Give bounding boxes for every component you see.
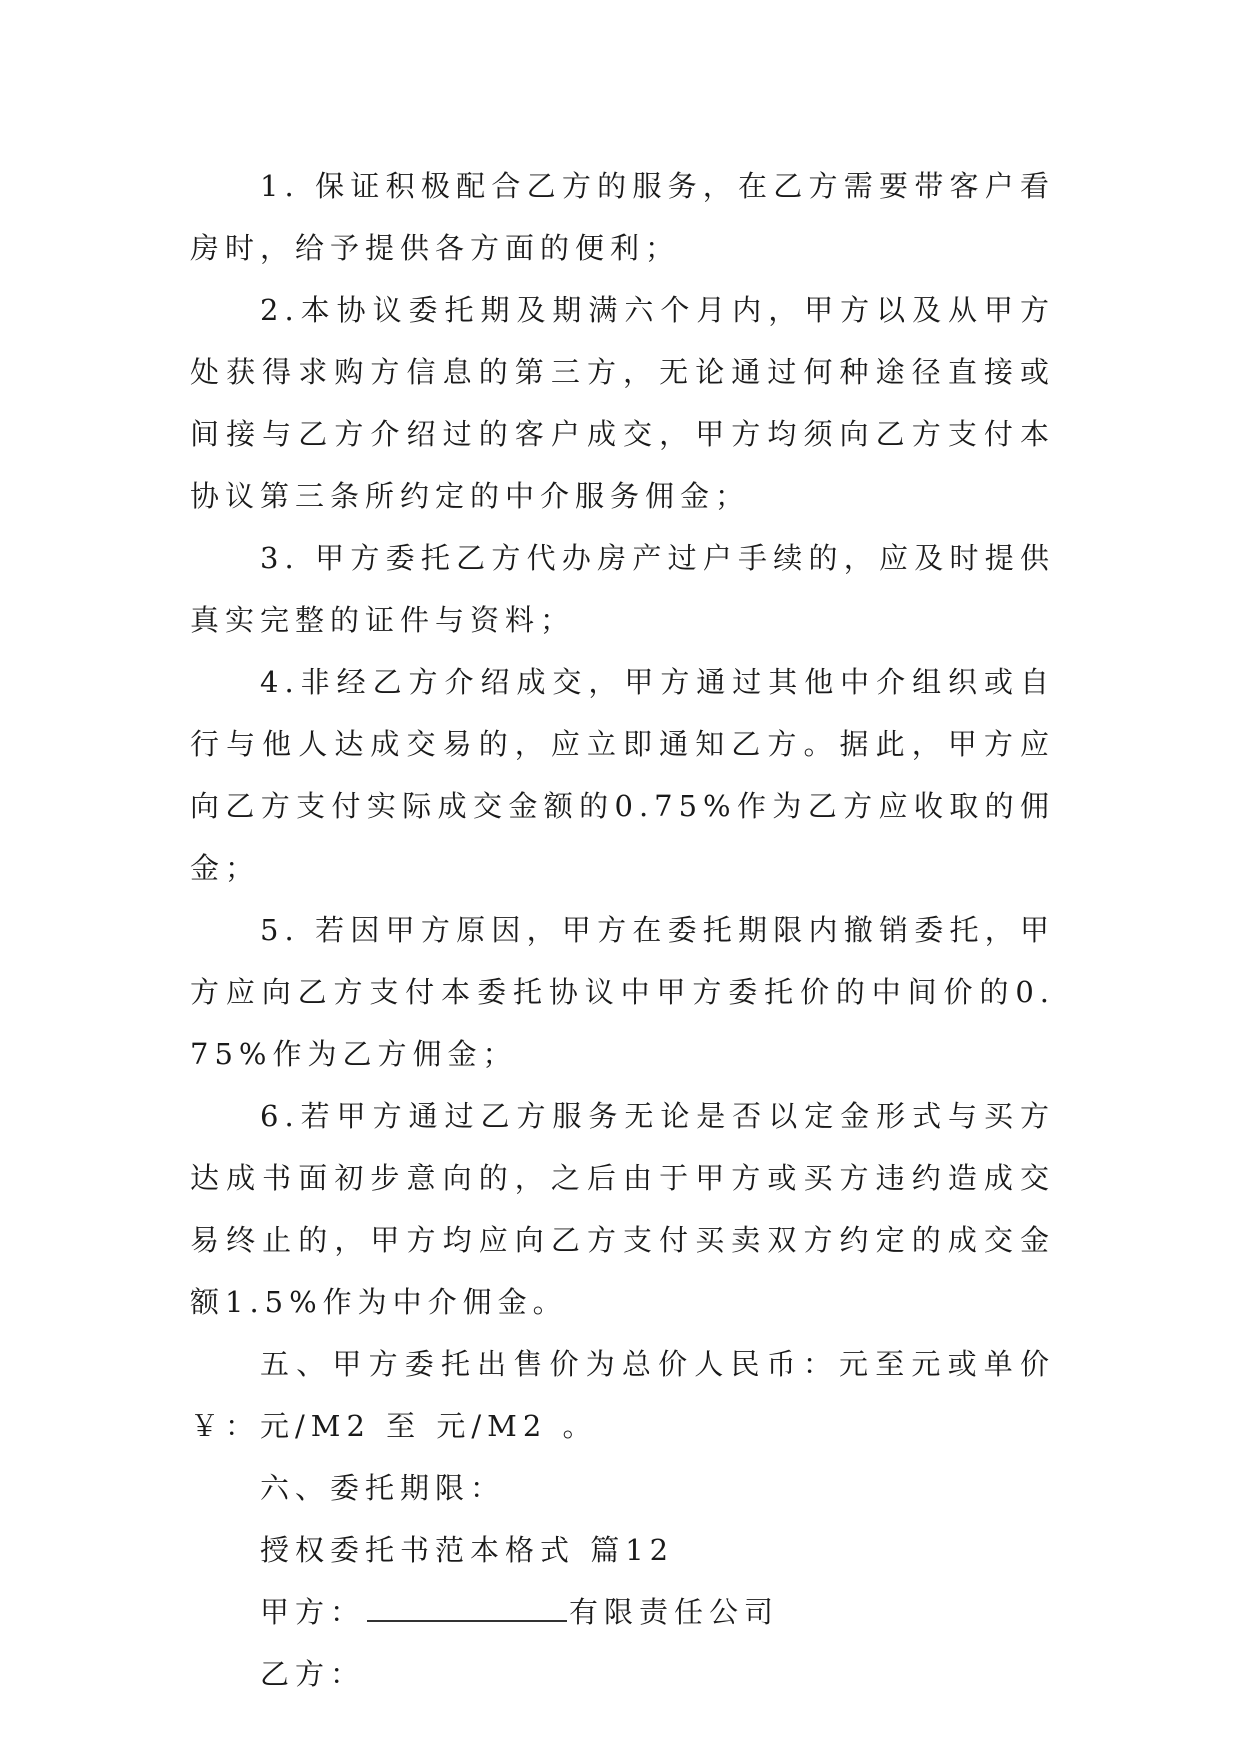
document-body: [190, 155, 1055, 1705]
paragraph-price: 五、甲方委托出售价为总价人民币：元至元或单价￥：元/M2 至 元/M2 。: [190, 1347, 1055, 1443]
party-a-label: 甲方：: [260, 1595, 366, 1629]
party-a-suffix: 有限责任公司: [569, 1595, 780, 1629]
paragraph-2: 2.本协议委托期及期满六个月内，甲方以及从甲方处获得求购方信息的第三方，无论通过何种途径直接或间接与乙方介绍过的客户成交，甲方均须向乙方支付本协议第三条所约定的中介服务佣金；: [190, 293, 1055, 513]
party-a-line: [190, 1581, 1055, 1643]
paragraph-3: 3. 甲方委托乙方代办房产过户手续的，应及时提供真实完整的证件与资料；: [190, 541, 1055, 637]
paragraph-4: 4.非经乙方介绍成交，甲方通过其他中介组织或自行与他人达成交易的，应立即通知乙方。据此，甲方应向乙方支付实际成交金额的0.75%作为乙方应收取的佣金；: [190, 665, 1055, 885]
paragraph-term: 六、委托期限：: [260, 1471, 506, 1505]
section-heading: 授权委托书范本格式 篇12: [260, 1533, 675, 1567]
party-b-line: 乙方：: [260, 1657, 366, 1691]
paragraph-1: 1. 保证积极配合乙方的服务，在乙方需要带客户看房时，给予提供各方面的便利；: [190, 169, 1055, 265]
paragraph-6: 6.若甲方通过乙方服务无论是否以定金形式与买方达成书面初步意向的，之后由于甲方或买方违约造成交易终止的，甲方均应向乙方支付买卖双方约定的成交金额1.5%作为中介佣金。: [190, 1099, 1055, 1319]
party-a-blank: [367, 1596, 567, 1622]
paragraph-5: 5. 若因甲方原因，甲方在委托期限内撤销委托，甲方应向乙方支付本委托协议中甲方委托价的中间价的0.75%作为乙方佣金；: [190, 913, 1055, 1071]
